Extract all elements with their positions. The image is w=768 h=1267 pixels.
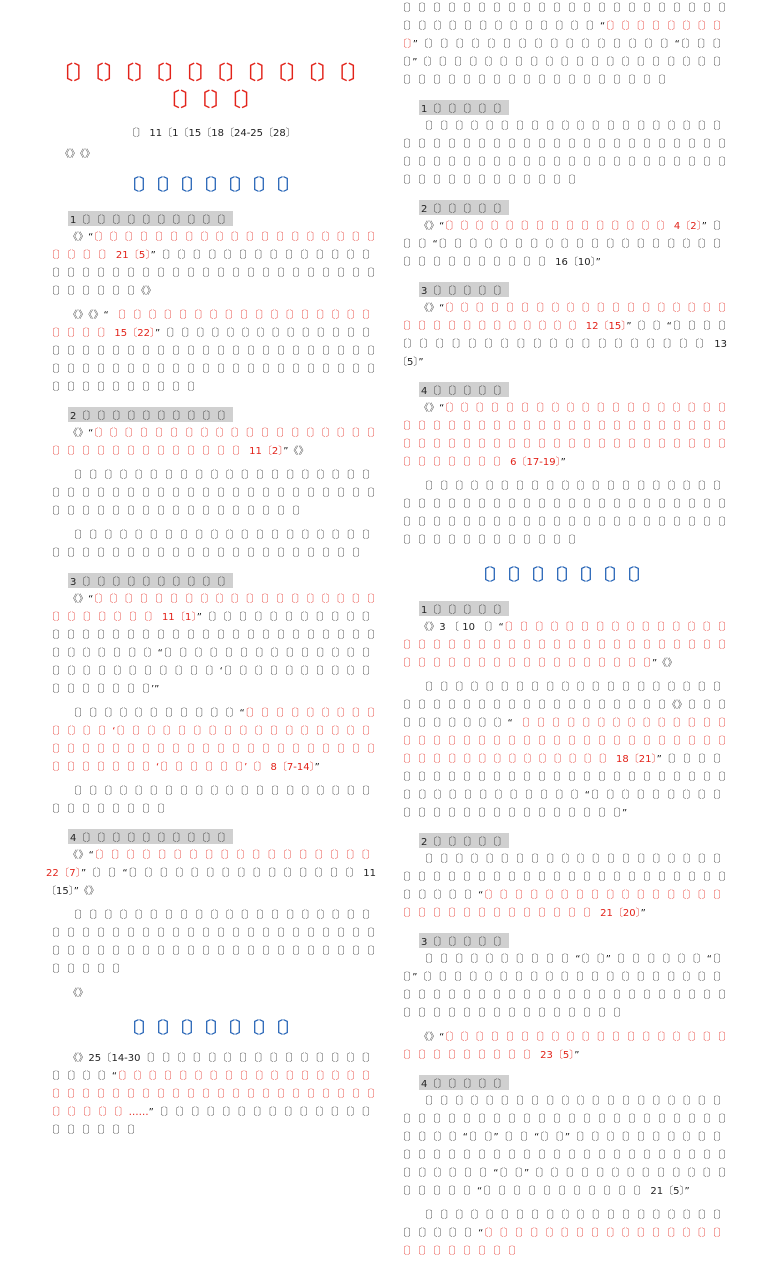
body-paragraph (397, 0, 727, 90)
left-sections (46, 172, 376, 1140)
right-subsections-a (397, 96, 727, 550)
body-paragraph (397, 400, 727, 472)
subsection-label-text: 1〔〕〔〕〔〕〔〕〔〕〔〕〔〕〔〕〔〕〔〕 (68, 211, 233, 226)
scripture-quote: 〔〕〔〕〔〕〔〕〔〕〔〕〔〕〔〕〔〕〔〕〔〕〔〕〔〕〔〕〔〕 4〔2〕 (444, 221, 702, 232)
text-run: ”〔〕〔〕〔〕〔〕〔〕〔〕〔〕〔〕〔〕〔〕〔〕〔〕〔〕〔〕〔〕〔〕〔〕〔〕〔〕〔〕〔〕〔〕〔〕〔〕〔〕〔〕〔〕〔〕〔〕〔〕〔〕〔〕〔〕〔〕〔〕〔〕〔〕〔〕〔〕〔〕〔〕〔〕《》 (46, 250, 377, 297)
scripture-quote: 〔〕〔〕〔〕〔〕〔〕〔〕〔〕〔〕〔〕〔〕〔〕〔〕〔〕〔〕〔〕〔〕〔〕〔〕〔〕〔〕〔〕〔〕〔〕〔〕〔〕〔〕〔〕〔〕〔〕〔〕〔〕〔〕〔〕〔〕〔〕〔〕〔〕〔〕〔〕〔〕〔〕〔〕〔〕〔〕〔〕〔〕〔〕〔〕〔〕〔〕〔〕〔〕〔〕〔〕 (397, 622, 727, 669)
text-run: ”〔〕〔〕〔〕〔〕〔〕〔〕〔〕〔〕〔〕〔〕〔〕〔〕〔〕〔〕〔〕〔〕〔〕〔〕〔〕〔〕 (46, 1107, 377, 1136)
subsection-label-text: 1〔〕〔〕〔〕〔〕〔〕 (419, 601, 509, 616)
body-paragraph (397, 951, 727, 1023)
scripture-quote: 〔〕〔〕〔〕〔〕〔〕〔〕〔〕〔〕〔〕〔〕〔〕〔〕〔〕〔〕〔〕〔〕〔〕〔〕〔〕〔〕〔〕〔〕〔〕〔〕〔〕〔〕〔〕〔〕〔〕〔〕〔〕〔〕〔〕〔〕〔〕〔〕〔〕〔〕〔〕〔〕〔〕〔〕〔〕〔〕〔〕〔〕〔〕〔〕〔〕〔〕 18〔21〕 (397, 718, 728, 765)
scripture-quote: 〔〕〔〕〔〕〔〕〔〕〔〕〔〕〔〕〔〕 (397, 21, 728, 50)
text-run: 《》“ (68, 232, 94, 243)
right-column (397, 0, 727, 1267)
text-run: ”〔〕〔〕〔〕〔〕〔〕〔〕〔〕〔〕〔〕〔〕〔〕〔〕〔〕〔〕〔〕〔〕〔〕〔〕〔〕〔〕〔〕〔〕〔〕〔〕〔〕〔〕〔〕〔〕〔〕〔〕〔〕〔〕〔〕〔〕〔〕〔〕〔〕〔〕〔〕〔〕〔〕〔〕〔〕〔〕〔〕〔〕〔〕〔〕〔〕〔〕〔〕〔〕〔〕〔〕〔〕〔〕〔〕〔〕〔〕〔〕〔〕〔〕〔〕〔〕〔〕〔〕〔〕〔〕 (46, 328, 376, 393)
page-subtitle: 〔〕 11〔1〔15〔18〔24-25〔28〕 (126, 128, 296, 139)
scripture-quote: 〔〕〔〕〔〕〔〕〔〕〔〕〔〕〔〕〔〕〔〕〔〕〔〕〔〕〔〕〔〕〔〕〔〕〔〕〔〕〔〕〔〕〔〕〔〕〔〕〔〕〔〕 11〔1〕 (46, 594, 376, 623)
text-run: 《》“ (419, 221, 445, 232)
body-paragraph (46, 591, 376, 699)
text-run: 《》《》“ (68, 310, 112, 321)
body-paragraph (397, 1029, 727, 1065)
page-mark: 《》《》 (60, 149, 95, 160)
text-run: ” (314, 762, 320, 773)
subsection-label (46, 569, 376, 591)
text-run: 《》“ (419, 1032, 445, 1043)
text-run: 〔〕〔〕〔〕〔〕〔〕〔〕〔〕〔〕〔〕〔〕〔〕“ (68, 708, 245, 719)
body-paragraph (397, 1093, 727, 1201)
scripture-quote: 〔〕〔〕〔〕〔〕〔〕〔〕〔〕〔〕〔〕〔〕〔〕〔〕〔〕〔〕〔〕〔〕〔〕〔〕〔〕〔〕〔〕〔〕〔〕〔〕 (397, 1228, 727, 1257)
body-paragraph (397, 218, 727, 272)
scripture-quote: 〔〕〔〕〔〕〔〕〔〕〔〕〔〕〔〕〔〕〔〕〔〕〔〕〔〕〔〕〔〕〔〕〔〕〔〕〔〕〔〕〔〕〔〕〔〕〔〕〔〕〔〕〔〕〔〕〔〕〔〕〔〕 12〔15〕 (397, 303, 727, 332)
body-paragraph (397, 619, 727, 673)
text-run: ”〔〕〔〕“〔〕〔〕〔〕〔〕〔〕〔〕〔〕〔〕〔〕〔〕〔〕〔〕〔〕〔〕〔〕〔〕〔〕〔〕〔〕〔〕〔〕〔〕〔〕 13〔5〕” (397, 321, 727, 368)
body-paragraph (46, 467, 376, 521)
subsection-label-text: 4〔〕〔〕〔〕〔〕〔〕 (419, 1075, 509, 1090)
text-run: ”〔〕〔〕〔〕〔〕〔〕〔〕〔〕〔〕〔〕〔〕〔〕〔〕〔〕〔〕〔〕〔〕“〔〕〔〕〔〕〔〕”〔〕〔〕〔〕〔〕〔〕〔〕〔〕〔〕〔〕〔〕〔〕〔〕〔〕〔〕〔〕〔〕〔〕〔〕〔〕〔〕〔〕〔〕〔〕〔〕〔〕〔〕〔〕〔〕〔〕〔〕〔〕〔〕〔〕〔〕〔〕〔〕〔〕〔〕 (397, 39, 727, 86)
subsection-label (397, 929, 727, 951)
text-run: 〔〕〔〕〔〕〔〕〔〕〔〕〔〕〔〕〔〕〔〕〔〕〔〕〔〕〔〕〔〕〔〕〔〕〔〕〔〕〔〕〔〕〔〕〔〕〔〕〔〕〔〕〔〕〔〕〔〕〔〕〔〕〔〕〔〕〔〕〔〕〔〕〔〕〔〕〔〕〔〕〔〕〔〕〔〕〔〕〔〕〔〕“〔〕〔〕”〔〕〔〕“〔〕〔〕”〔〕〔〕〔〕〔〕〔〕〔〕〔〕〔〕〔〕〔〕〔〕〔〕〔〕〔〕〔〕〔〕〔〕〔〕〔〕〔〕〔〕〔〕〔〕〔〕〔〕〔〕〔〕〔〕〔〕〔〕〔〕〔〕〔〕〔〕〔〕〔〕〔〕〔〕“〔〕〔〕”〔〕〔〕〔〕〔〕〔〕〔〕〔〕〔〕〔〕〔〕〔〕〔〕〔〕〔〕〔〕〔〕〔〕〔〕“〔〕〔〕〔〕〔〕〔〕〔〕〔〕〔〕〔〕〔〕〔〕 21〔5〕” (397, 1096, 727, 1197)
subsection-label-text: 4〔〕〔〕〔〕〔〕〔〕 (419, 382, 509, 397)
subsection-label (397, 196, 727, 218)
text-run: 《》“ (68, 850, 94, 861)
text-run: 〔〕〔〕〔〕〔〕〔〕〔〕〔〕〔〕〔〕〔〕〔〕〔〕〔〕〔〕〔〕〔〕〔〕〔〕〔〕〔〕〔〕〔〕〔〕〔〕〔〕〔〕〔〕〔〕〔〕〔〕〔〕〔〕〔〕〔〕〔〕〔〕〔〕〔〕〔〕〔〕〔〕〔〕〔〕〔〕〔〕〔〕〔〕“ (397, 854, 727, 901)
scripture-quote: 〔〕〔〕〔〕〔〕〔〕〔〕〔〕〔〕〔〕〔〕〔〕〔〕〔〕‘〔〕〔〕〔〕〔〕〔〕〔〕〔〕〔〕〔〕〔〕〔〕〔〕〔〕〔〕〔〕〔〕〔〕〔〕〔〕〔〕〔〕〔〕〔〕〔〕〔〕〔〕〔〕〔〕〔〕〔〕〔〕〔〕〔〕〔〕〔〕〔〕〔〕〔〕〔〕〔〕〔〕〔〕〔〕〔〕〔〕〔〕‘〔〕〔〕〔〕〔〕〔〕〔〕’〔〕 8〔7-14〕 (46, 708, 376, 773)
text-run: 〔〕〔〕〔〕〔〕〔〕〔〕〔〕〔〕〔〕〔〕〔〕〔〕〔〕〔〕〔〕〔〕〔〕〔〕〔〕〔〕〔〕〔〕〔〕〔〕〔〕〔〕〔〕〔〕〔〕〔〕〔〕〔〕〔〕〔〕〔〕〔〕〔〕〔〕《》〔〕〔〕〔〕〔〕〔〕〔〕〔〕〔〕〔〕〔〕“ (397, 682, 727, 729)
body-paragraph (46, 307, 376, 397)
subsection-label-text: 2〔〕〔〕〔〕〔〕〔〕〔〕〔〕〔〕〔〕〔〕 (68, 407, 233, 422)
text-run: 〔〕〔〕〔〕〔〕〔〕〔〕〔〕〔〕〔〕〔〕〔〕〔〕〔〕〔〕〔〕〔〕〔〕〔〕〔〕〔〕〔〕〔〕〔〕〔〕〔〕〔〕〔〕〔〕〔〕〔〕〔〕〔〕〔〕〔〕〔〕〔〕〔〕〔〕〔〕〔〕〔〕〔〕〔〕〔〕〔〕〔〕〔〕〔〕〔〕〔〕〔〕〔〕〔〕〔〕〔〕〔〕〔〕〔〕〔〕〔〕〔〕〔〕〔〕〔〕〔〕〔〕〔〕〔〕〔〕 (46, 910, 376, 975)
subsection-label (397, 829, 727, 851)
text-run: 〔〕〔〕〔〕〔〕〔〕〔〕〔〕〔〕〔〕〔〕〔〕〔〕〔〕〔〕〔〕〔〕〔〕〔〕〔〕〔〕〔〕〔〕〔〕〔〕〔〕〔〕〔〕〔〕 (46, 786, 376, 815)
text-run: ”〔〕〔〕“〔〕〔〕〔〕〔〕〔〕〔〕〔〕〔〕〔〕〔〕〔〕〔〕〔〕〔〕〔〕 11〔15〕”《》 (46, 868, 376, 897)
text-run: 〔〕〔〕〔〕〔〕〔〕〔〕〔〕〔〕〔〕〔〕〔〕〔〕〔〕〔〕〔〕〔〕〔〕〔〕〔〕〔〕〔〕〔〕〔〕〔〕〔〕“ (397, 1210, 727, 1239)
scripture-quote: 〔〕〔〕〔〕〔〕〔〕〔〕〔〕〔〕〔〕〔〕〔〕〔〕〔〕〔〕〔〕〔〕〔〕〔〕〔〕〔〕〔〕〔〕〔〕〔〕〔〕〔〕〔〕〔〕〔〕〔〕〔〕〔〕 11〔2〕 (46, 428, 376, 457)
page-title: 〔〕〔〕〔〕〔〕〔〕〔〕〔〕〔〕〔〕〔〕〔〕〔〕〔〕 (53, 62, 369, 111)
subsection-label-text: 3〔〕〔〕〔〕〔〕〔〕〔〕〔〕〔〕〔〕〔〕 (68, 573, 233, 588)
text-run: 《》3 〔 10 〔〕“ (419, 622, 504, 633)
body-paragraph (397, 679, 727, 823)
scripture-quote: 〔〕〔〕〔〕〔〕〔〕〔〕〔〕〔〕〔〕〔〕〔〕〔〕〔〕〔〕〔〕〔〕〔〕〔〕〔〕〔〕〔〕〔〕〔〕 21〔5〕 (46, 232, 376, 261)
text-run: ”〔〕〔〕〔〕〔〕〔〕〔〕〔〕〔〕〔〕〔〕〔〕〔〕〔〕〔〕〔〕〔〕〔〕〔〕〔〕〔〕〔〕〔〕〔〕〔〕〔〕〔〕〔〕〔〕〔〕〔〕〔〕〔〕〔〕〔〕〔〕〔〕〔〕〔〕〔〕〔〕“〔〕〔〕〔〕〔〕〔〕〔〕〔〕〔〕〔〕〔〕〔〕〔〕〔〕〔〕〔〕〔〕〔〕〔〕〔〕〔〕〔〕〔〕〔〕〔〕〔〕‘〔〕〔〕〔〕〔〕〔〕〔〕〔〕〔〕〔〕〔〕〔〕〔〕〔〕〔〕〔〕〔〕〔〕’” (46, 612, 376, 695)
subsection-label-text: 3〔〕〔〕〔〕〔〕〔〕 (419, 282, 509, 297)
body-paragraph (397, 478, 727, 550)
body-paragraph (46, 229, 376, 301)
right-subsections-b (397, 597, 727, 1261)
text-run: 〔〕〔〕〔〕〔〕〔〕〔〕〔〕〔〕〔〕〔〕〔〕〔〕〔〕〔〕〔〕〔〕〔〕〔〕〔〕〔〕〔〕〔〕〔〕〔〕〔〕〔〕〔〕〔〕〔〕〔〕〔〕〔〕〔〕〔〕〔〕〔〕〔〕〔〕〔〕〔〕〔〕〔〕〔〕〔〕〔〕〔〕〔〕〔〕〔〕〔〕〔〕〔〕〔〕〔〕〔〕〔〕〔〕〔〕〔〕〔〕〔〕〔〕〔〕〔〕〔〕〔〕〔〕〔〕〔〕〔〕〔〕〔〕〔〕〔〕〔〕〔〕 (397, 481, 727, 546)
subsection-label-text: 2〔〕〔〕〔〕〔〕〔〕 (419, 200, 509, 215)
text-run: ”《》 (283, 446, 309, 457)
subsection-label-text: 4〔〕〔〕〔〕〔〕〔〕〔〕〔〕〔〕〔〕〔〕 (68, 829, 233, 844)
scripture-quote: 〔〕〔〕〔〕〔〕〔〕〔〕〔〕〔〕〔〕〔〕〔〕〔〕〔〕〔〕〔〕〔〕〔〕〔〕〔〕〔〕〔〕〔〕〔〕〔〕〔〕〔〕〔〕〔〕〔〕 21〔20〕 (397, 890, 727, 919)
subsection-label-text: 2〔〕〔〕〔〕〔〕〔〕 (419, 833, 509, 848)
scripture-quote: 〔〕〔〕〔〕〔〕〔〕〔〕〔〕〔〕〔〕〔〕〔〕〔〕〔〕〔〕〔〕〔〕〔〕〔〕〔〕〔〕〔〕〔〕〔〕〔〕〔〕〔〕〔〕〔〕〔〕〔〕〔〕〔〕〔〕〔〕〔〕〔〕〔〕〔〕〔〕〔〕〔〕〔〕〔〕〔〕…… (46, 1071, 377, 1118)
body-paragraph (46, 985, 376, 1003)
text-run: ” (574, 1050, 580, 1061)
section-heading-2: 〔〕〔〕〔〕〔〕〔〕〔〕〔〕 (122, 1018, 299, 1037)
body-paragraph (397, 118, 727, 190)
scripture-quote: 〔〕〔〕〔〕〔〕〔〕〔〕〔〕〔〕〔〕〔〕〔〕〔〕〔〕〔〕〔〕〔〕〔〕〔〕 22〔7〕 (46, 850, 376, 879)
right-top-text (397, 0, 727, 90)
scripture-quote: 〔〕〔〕〔〕〔〕〔〕〔〕〔〕〔〕〔〕〔〕〔〕〔〕〔〕〔〕〔〕〔〕〔〕〔〕〔〕〔〕〔〕〔〕〔〕〔〕〔〕〔〕〔〕〔〕〔〕〔〕〔〕〔〕〔〕〔〕〔〕〔〕〔〕〔〕〔〕〔〕〔〕〔〕〔〕〔〕〔〕〔〕〔〕〔〕〔〕〔〕〔〕〔〕〔〕〔〕〔〕〔〕〔〕〔〕〔〕〔〕〔〕〔〕〔〕〔〕〔〕〔〕〔〕〔〕〔〕〔〕 6〔17-19〕 (397, 403, 727, 468)
text-run: 〔〕〔〕〔〕〔〕〔〕〔〕〔〕〔〕〔〕〔〕〔〕〔〕〔〕〔〕〔〕〔〕〔〕〔〕〔〕〔〕〔〕〔〕〔〕〔〕〔〕〔〕〔〕〔〕〔〕〔〕〔〕〔〕〔〕〔〕〔〕“ (397, 3, 727, 32)
body-paragraph (46, 907, 376, 979)
text-run: 《》 (68, 988, 88, 999)
subsection-label (397, 278, 727, 300)
text-run: 《》“ (68, 428, 94, 439)
body-paragraph (46, 425, 376, 461)
body-paragraph (46, 705, 376, 777)
text-run: 《》“ (68, 594, 94, 605)
text-run: 〔〕〔〕〔〕〔〕〔〕〔〕〔〕〔〕〔〕〔〕〔〕〔〕〔〕〔〕〔〕〔〕〔〕〔〕〔〕〔〕〔〕〔〕〔〕〔〕〔〕〔〕〔〕〔〕〔〕〔〕〔〕〔〕〔〕〔〕〔〕〔〕〔〕〔〕〔〕〔〕〔〕 (46, 530, 376, 559)
body-paragraph (46, 1050, 376, 1140)
text-run: 〔〕〔〕〔〕〔〕〔〕〔〕〔〕〔〕〔〕〔〕〔〕〔〕〔〕〔〕〔〕〔〕〔〕〔〕〔〕〔〕〔〕〔〕〔〕〔〕〔〕〔〕〔〕〔〕〔〕〔〕〔〕〔〕〔〕〔〕〔〕〔〕〔〕〔〕〔〕〔〕〔〕〔〕〔〕〔〕〔〕〔〕〔〕〔〕〔〕〔〕〔〕〔〕〔〕〔〕〔〕〔〕〔〕〔〕〔〕〔〕〔〕〔〕〔〕〔〕〔〕〔〕〔〕〔〕〔〕〔〕〔〕〔〕〔〕〔〕〔〕〔〕 (397, 121, 727, 186)
subsection-label (397, 378, 727, 400)
subsection-label (46, 403, 376, 425)
text-run: 〔〕〔〕〔〕〔〕〔〕〔〕〔〕〔〕〔〕〔〕“〔〕〔〕”〔〕〔〕〔〕〔〕〔〕〔〕“〔〕〔〕”〔〕〔〕〔〕〔〕〔〕〔〕〔〕〔〕〔〕〔〕〔〕〔〕〔〕〔〕〔〕〔〕〔〕〔〕〔〕〔〕〔〕〔〕〔〕〔〕〔〕〔〕〔〕〔〕〔〕〔〕〔〕〔〕〔〕〔〕〔〕〔〕〔〕〔〕〔〕〔〕〔〕〔〕〔〕〔〕〔〕〔〕〔〕〔〕〔〕〔〕〔〕〔〕〔〕〔〕〔〕〔〕〔〕 (397, 954, 727, 1019)
subsection-label (397, 597, 727, 619)
body-paragraph (46, 783, 376, 819)
text-run: ”〔〕〔〕〔〕〔〕〔〕〔〕〔〕〔〕〔〕〔〕〔〕〔〕〔〕〔〕〔〕〔〕〔〕〔〕〔〕〔〕〔〕〔〕〔〕〔〕〔〕〔〕〔〕〔〕〔〕〔〕〔〕〔〕〔〕〔〕〔〕〔〕〔〕〔〕“〔〕〔〕〔〕〔〕〔〕〔〕〔〕〔〕〔〕〔〕〔〕〔〕〔〕〔〕〔〕〔〕〔〕〔〕〔〕〔〕〔〕〔〕〔〕〔〕” (397, 754, 727, 819)
body-paragraph (397, 300, 727, 372)
text-run: 《》25〔14-30〔〕〔〕〔〕〔〕〔〕〔〕〔〕〔〕〔〕〔〕〔〕〔〕〔〕〔〕〔〕〔〕〔〕〔〕〔〕“ (46, 1053, 376, 1082)
section-heading-1: 〔〕〔〕〔〕〔〕〔〕〔〕〔〕 (122, 175, 299, 194)
subsection-label (46, 825, 376, 847)
subsection-label-text: 1〔〕〔〕〔〕〔〕〔〕 (419, 100, 509, 115)
scripture-quote: 〔〕〔〕〔〕〔〕〔〕〔〕〔〕〔〕〔〕〔〕〔〕〔〕〔〕〔〕〔〕〔〕〔〕〔〕〔〕〔〕〔〕〔〕〔〕〔〕〔〕〔〕〔〕〔〕 23〔5〕 (397, 1032, 727, 1061)
body-paragraph (397, 1207, 727, 1261)
text-run: ” (560, 457, 566, 468)
subsection-label (46, 207, 376, 229)
text-run: 《》“ (419, 403, 445, 414)
text-run: 《》“ (419, 303, 445, 314)
body-paragraph (46, 527, 376, 563)
subsection-label (397, 96, 727, 118)
text-run: ”《》 (652, 658, 678, 669)
left-column (46, 0, 376, 1146)
subsection-label (397, 1071, 727, 1093)
body-paragraph (397, 851, 727, 923)
section-heading-3: 〔〕〔〕〔〕〔〕〔〕〔〕〔〕 (473, 565, 650, 584)
scripture-quote: 〔〕〔〕〔〕〔〕〔〕〔〕〔〕〔〕〔〕〔〕〔〕〔〕〔〕〔〕〔〕〔〕〔〕〔〕〔〕〔〕〔〕 15〔22〕 (46, 310, 377, 339)
text-run: ” (640, 908, 646, 919)
body-paragraph (46, 847, 376, 901)
text-run: ”〔〕〔〕〔〕“〔〕〔〕〔〕〔〕〔〕〔〕〔〕〔〕〔〕〔〕〔〕〔〕〔〕〔〕〔〕〔〕〔〕〔〕〔〕〔〕〔〕〔〕〔〕〔〕〔〕〔〕〔〕〔〕〔〕 16〔10〕” (397, 221, 728, 268)
text-run: 〔〕〔〕〔〕〔〕〔〕〔〕〔〕〔〕〔〕〔〕〔〕〔〕〔〕〔〕〔〕〔〕〔〕〔〕〔〕〔〕〔〕〔〕〔〕〔〕〔〕〔〕〔〕〔〕〔〕〔〕〔〕〔〕〔〕〔〕〔〕〔〕〔〕〔〕〔〕〔〕〔〕〔〕〔〕〔〕〔〕〔〕〔〕〔〕〔〕〔〕〔〕〔〕〔〕〔〕〔〕〔〕〔〕〔〕〔〕 (46, 470, 376, 517)
subsection-label-text: 3〔〕〔〕〔〕〔〕〔〕 (419, 933, 509, 948)
